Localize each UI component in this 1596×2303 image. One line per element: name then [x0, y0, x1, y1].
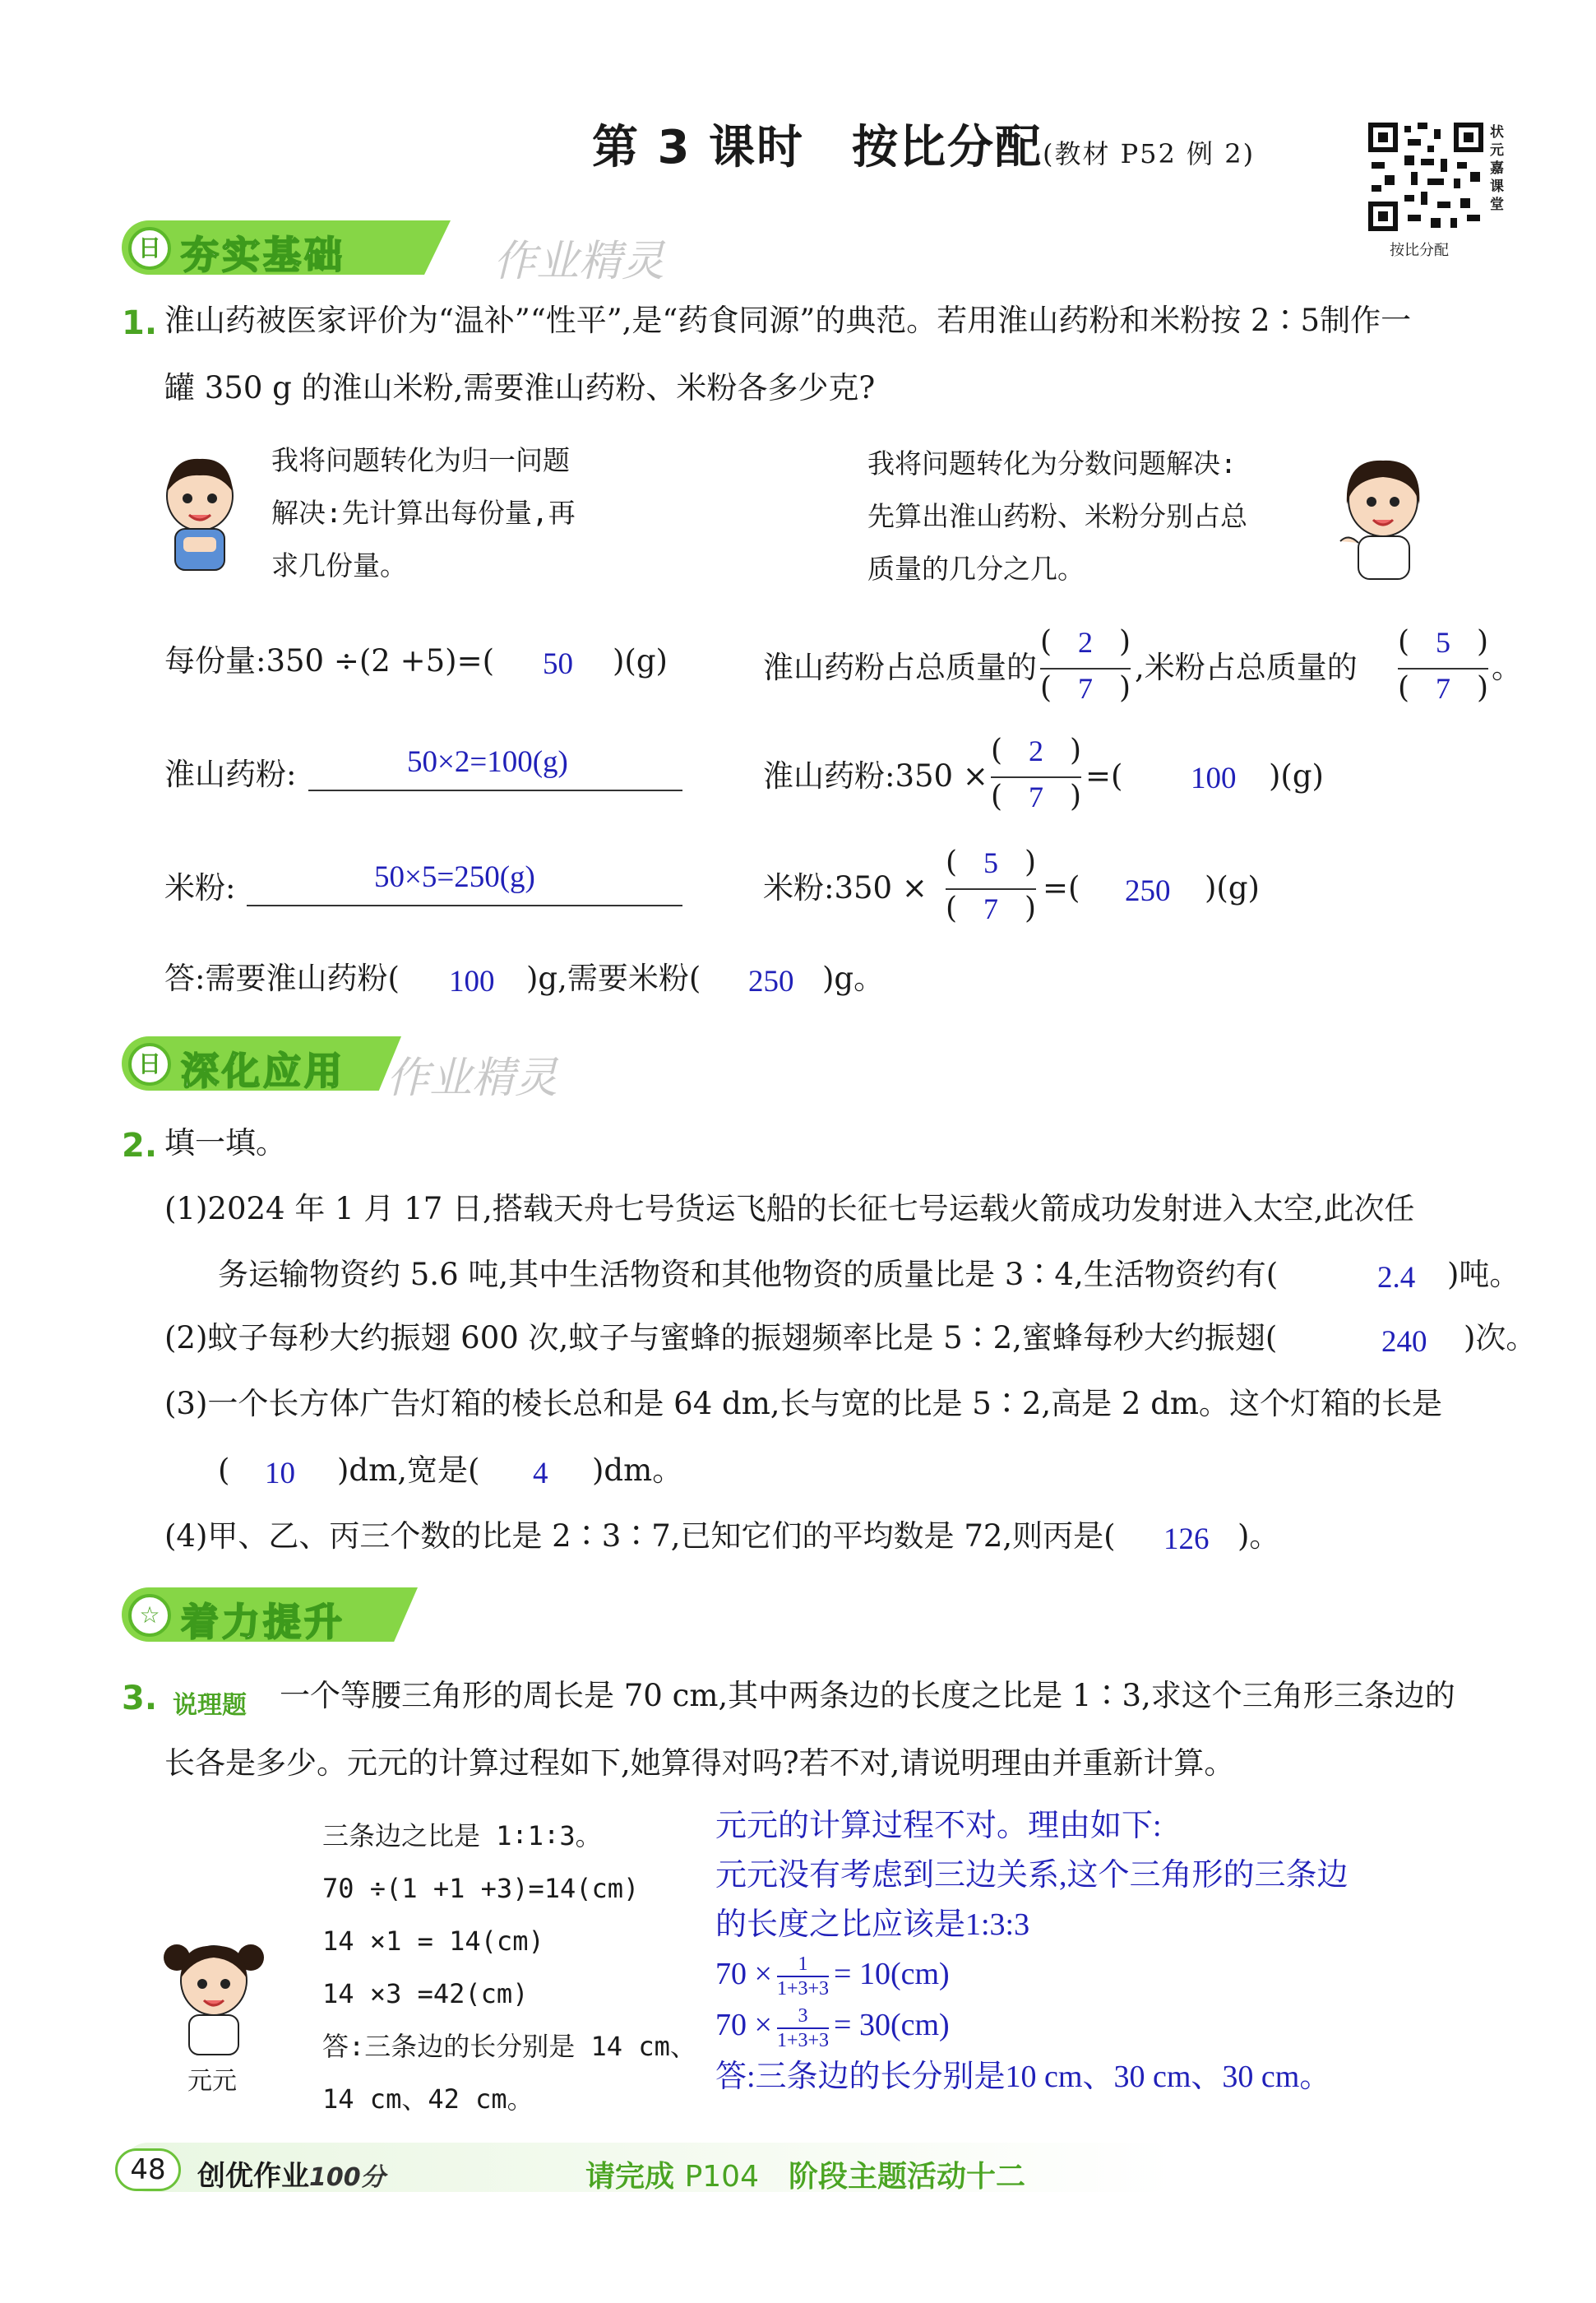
q1-rice-label: 米粉: — [164, 870, 236, 906]
q1-yam-calc-label: 淮山药粉:350 × — [763, 758, 988, 794]
lesson-title — [592, 111, 1255, 177]
work-line: 70 ÷(1 +1 +3)=14(cm) — [322, 1873, 640, 1904]
lesson-subtitle: (教材 P52 例 2) — [1042, 138, 1256, 169]
rice-calc-denominator: 7 — [983, 892, 998, 925]
q2-p1-line1: (1)2024 年 1 月 17 日,搭载天舟七号货运飞船的长征七号运载火箭成功发射进入太空,此次任 — [164, 1191, 1415, 1226]
section-basics-banner — [122, 220, 451, 278]
q2-p4-suffix: )。 — [1237, 1518, 1280, 1554]
qr-code-icon[interactable] — [1365, 119, 1487, 234]
q3-reply-line: 元元的计算过程不对。理由如下: — [715, 1809, 1162, 1843]
work-line: 三条边之比是 1∶1∶3。 — [322, 1820, 602, 1851]
q2-p2-answer: 240 — [1381, 1325, 1427, 1359]
q1-stem-line1: 淮山药被医家评价为“温补”“性平”,是“药食同源”的典范。若用淮山药粉和米粉按 2∶5制作一 — [164, 303, 1412, 338]
calc-fraction — [777, 1953, 829, 2000]
q1-answer-mid: )g,需要米粉( — [526, 961, 701, 996]
footer-brand — [197, 2153, 386, 2194]
girl-hint-bubble — [867, 438, 1247, 595]
q3-reply-answer: 答:三条边的长分别是10 cm、30 cm、30 cm。 — [715, 2059, 1331, 2094]
footer-task — [585, 2153, 1025, 2195]
q1-answer-rice: 250 — [748, 965, 794, 999]
rice-calc-numerator: 5 — [983, 846, 998, 879]
qr-side-label: 状元嘉课堂 — [1490, 124, 1504, 213]
boy-hint-line: 我将问题转化为归一问题 — [271, 444, 570, 476]
q2-intro: 填一填。 — [164, 1125, 286, 1161]
q1-each-answer: 50 — [543, 647, 573, 681]
q1-yam-calc-eq: =( — [1085, 758, 1123, 794]
q1-rice-answer: 50×5=250(g) — [374, 860, 535, 894]
watermark: 作业精灵 — [386, 1054, 558, 1103]
q1-each-unit: )(g) — [613, 643, 668, 679]
q3-calc-line-2 — [715, 2000, 1349, 2051]
q1-rice-calc-label: 米粉:350 × — [763, 870, 928, 906]
calc-numerator: 3 — [777, 2004, 829, 2029]
section-improve-banner — [122, 1587, 418, 1645]
calc-prefix: 70 × — [715, 1957, 772, 1991]
q3-stem-line1: 一个等腰三角形的周长是 70 cm,其中两条边的长度之比是 1∶3,求这个三角形三条边的 — [280, 1678, 1455, 1713]
q2-p3-open: ( — [218, 1453, 230, 1488]
q1-answer-yam: 100 — [449, 965, 495, 999]
question-1-number: 1. — [122, 304, 158, 342]
section-badge-icon: 日 — [128, 1043, 171, 1086]
q2-p4: (4)甲、乙、丙三个数的比是 2∶3∶7,已知它们的平均数是 72,则丙是( — [164, 1518, 1116, 1554]
yam-share-numerator: 2 — [1078, 626, 1093, 659]
footer-activity: 阶段主题活动十二 — [789, 2160, 1026, 2194]
section-application-label: 深化应用 — [181, 1049, 345, 1093]
calc-result: = 10(cm) — [834, 1957, 950, 1991]
yuanyuan-name: 元元 — [187, 2067, 237, 2096]
section-badge-icon: ☆ — [128, 1594, 171, 1637]
q1-answer-prefix: 答:需要淮山药粉( — [164, 961, 400, 996]
q3-calc-line-1 — [715, 1949, 1349, 2000]
footer-todo-page: P104 — [684, 2160, 759, 2194]
question-3-number: 3. — [122, 1680, 158, 1717]
girl-hint-line: 先算出淮山药粉、米粉分别占总 — [867, 500, 1247, 532]
rice-share-numerator: 5 — [1436, 626, 1450, 659]
q2-p1-suffix: )吨。 — [1447, 1257, 1520, 1292]
girl-hint-line: 我将问题转化为分数问题解决: — [867, 447, 1237, 480]
girl-character-icon — [1332, 451, 1439, 582]
calc-denominator: 1+3+3 — [776, 1978, 830, 2000]
q3-tag: 说理题 — [173, 1691, 247, 1720]
section-application-banner — [122, 1036, 401, 1094]
q2-p1-answer: 2.4 — [1377, 1261, 1416, 1295]
boy-hint-line: 解决:先计算出每份量,再 — [271, 497, 576, 529]
section-basics-label: 夯实基础 — [181, 233, 345, 277]
section-badge-icon: 日 — [128, 227, 171, 270]
yuanyuan-work — [322, 1810, 696, 2125]
boy-hint-line: 求几份量。 — [271, 549, 407, 582]
q1-yam-calc-answer: 100 — [1191, 762, 1237, 795]
footer-todo: 请完成 — [585, 2160, 675, 2194]
work-line: 14 ×3 =42(cm) — [322, 1978, 529, 2009]
calc-prefix: 70 × — [715, 2008, 772, 2043]
question-2-number: 2. — [122, 1127, 158, 1165]
q2-p2-suffix: )次。 — [1464, 1320, 1537, 1355]
calc-denominator: 1+3+3 — [776, 2029, 830, 2051]
footer-brand-name: 创优作业 — [197, 2160, 309, 2193]
page-number: 48 — [115, 2148, 181, 2191]
boy-character-icon — [155, 451, 245, 574]
q2-p3-suffix: )dm。 — [592, 1453, 683, 1488]
q1-yam-label: 淮山药粉: — [164, 757, 297, 792]
q1-share-end: 。 — [1492, 650, 1522, 685]
work-line: 14 ×1 = 14(cm) — [322, 1925, 544, 1957]
q1-rice-calc-eq: =( — [1043, 870, 1080, 906]
rice-share-denominator: 7 — [1436, 672, 1450, 705]
yuanyuan-character-icon — [156, 1933, 271, 2056]
yam-calc-numerator: 2 — [1029, 734, 1043, 767]
calc-fraction — [777, 2004, 829, 2052]
q3-reply-line: 的长度之比应该是1:3:3 — [715, 1907, 1030, 1942]
q2-p4-answer: 126 — [1163, 1522, 1210, 1556]
q1-stem-line2: 罐 350 g 的淮山米粉,需要淮山药粉、米粉各多少克? — [164, 370, 876, 405]
footer-brand-score: 100分 — [309, 2163, 386, 2192]
yam-share-denominator: 7 — [1078, 672, 1093, 705]
q1-yam-answer: 50×2=100(g) — [407, 745, 568, 779]
calc-result: = 30(cm) — [834, 2008, 950, 2043]
q2-p3-answer-length: 10 — [265, 1457, 295, 1490]
q1-yam-calc-unit: )(g) — [1269, 758, 1324, 794]
qr-caption: 按比分配 — [1390, 242, 1449, 259]
yam-calc-denominator: 7 — [1029, 781, 1043, 813]
lesson-title-text: 第 3 课时 按比分配 — [592, 121, 1043, 174]
work-line: 答:三条边的长分别是 14 cm、 — [322, 2031, 696, 2062]
q2-p1-line2: 务运输物资约 5.6 吨,其中生活物资和其他物资的质量比是 3∶4,生活物资约有( — [218, 1257, 1279, 1292]
q2-p3-answer-width: 4 — [533, 1457, 548, 1490]
boy-hint-bubble — [271, 434, 576, 592]
q1-rice-calc-unit: )(g) — [1205, 870, 1260, 906]
girl-hint-line: 质量的几分之几。 — [867, 553, 1085, 585]
q2-p3-line1: (3)一个长方体广告灯箱的棱长总和是 64 dm,长与宽的比是 5∶2,高是 2 dm。这个灯箱的长是 — [164, 1386, 1442, 1421]
q3-reply-line: 元元没有考虑到三边关系,这个三角形的三条边 — [715, 1858, 1349, 1893]
q3-reply — [715, 1801, 1349, 2101]
section-improve-label: 着力提升 — [181, 1600, 345, 1644]
work-line: 14 cm、42 cm。 — [322, 2083, 534, 2115]
q1-each-label: 每份量:350 ÷(2 +5)=( — [164, 643, 495, 679]
calc-numerator: 1 — [777, 1953, 829, 1977]
q1-share-label2: ,米粉占总质量的 — [1135, 650, 1358, 685]
q3-stem-line2: 长各是多少。元元的计算过程如下,她算得对吗?若不对,请说明理由并重新计算。 — [164, 1745, 1235, 1781]
q2-p3-mid: )dm,宽是( — [337, 1453, 480, 1488]
q1-answer-suffix: )g。 — [822, 961, 885, 996]
q2-p2: (2)蚊子每秒大约振翅 600 次,蚊子与蜜蜂的振翅频率比是 5∶2,蜜蜂每秒大约振翅( — [164, 1320, 1278, 1355]
q1-share-label1: 淮山药粉占总质量的 — [763, 650, 1037, 685]
watermark: 作业精灵 — [493, 237, 665, 286]
q1-rice-calc-answer: 250 — [1125, 874, 1171, 908]
